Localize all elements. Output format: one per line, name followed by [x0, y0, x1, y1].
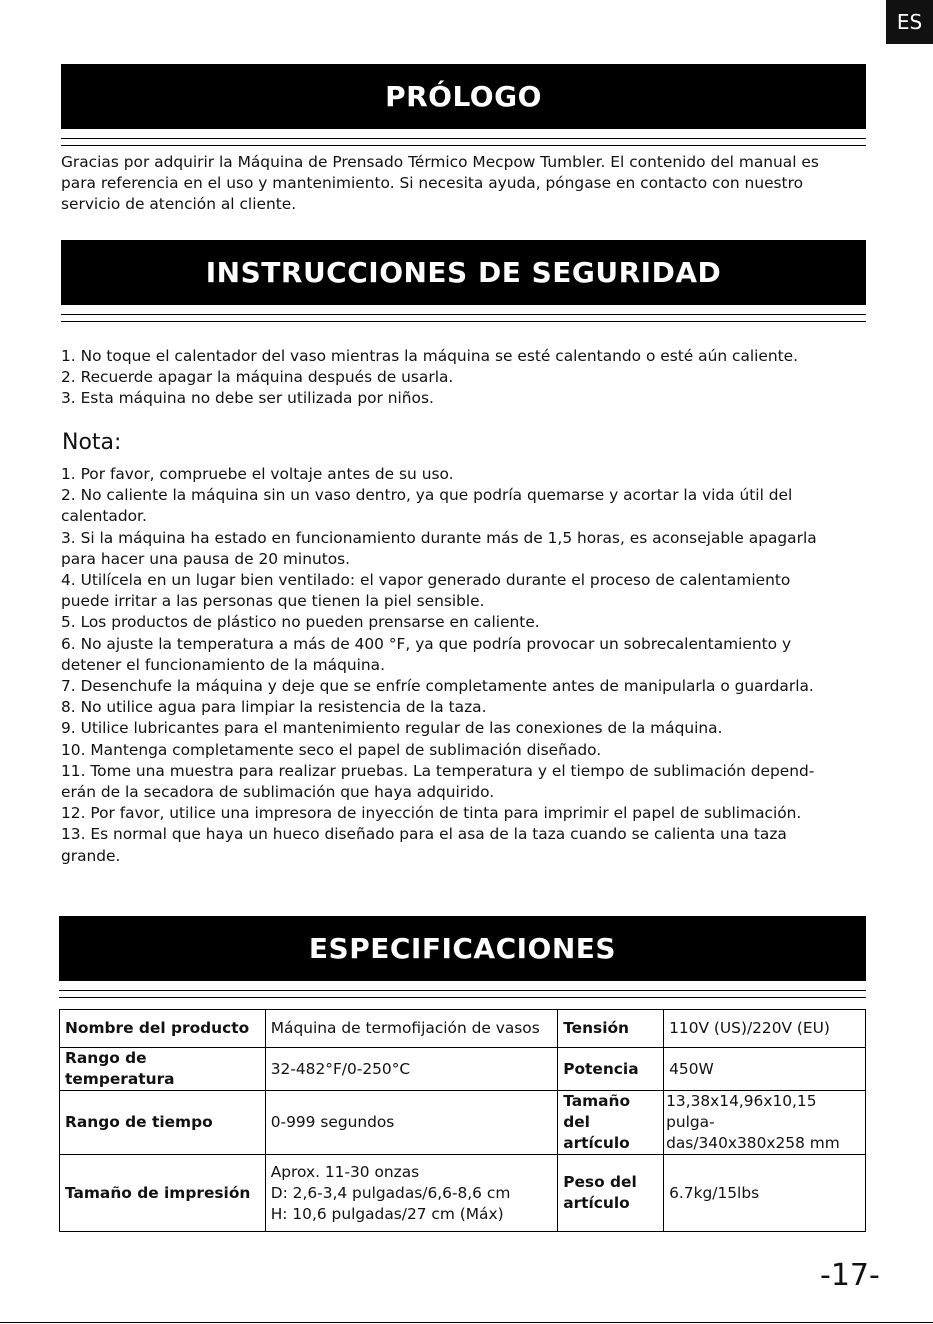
list-item: calentador. [61, 507, 147, 526]
list-item: 2. No caliente la máquina sin un vaso dentro, ya que podría quemarse y acortar la vida útil del [61, 486, 793, 505]
text-line: servicio de atención al cliente. [61, 195, 297, 214]
table-row [60, 1091, 866, 1155]
list-item: 12. Por favor, utilice una impresora de inyección de tinta para imprimir el papel de sublimación. [61, 804, 802, 823]
page-bottom-line [0, 1322, 933, 1323]
divider-line [61, 145, 866, 146]
list-item: 7. Desenchufe la máquina y deje que se enfríe completamente antes de manipularla o guardarla. [61, 677, 814, 696]
spec-key: Nombre del producto [60, 1010, 266, 1048]
list-item: grande. [61, 846, 121, 865]
spec-value-line: H: 10,6 pulgadas/27 cm (Máx) [270, 1204, 504, 1223]
page-number: -17- [820, 1258, 880, 1293]
note-list [61, 464, 891, 867]
spec-value: 0-999 segundos [265, 1091, 557, 1155]
spec-value-line: Aprox. 11-30 onzas [270, 1162, 420, 1181]
list-item: 5. Los productos de plástico no pueden prensarse en caliente. [61, 613, 540, 632]
divider-line [61, 321, 866, 322]
specs-heading: ESPECIFICACIONES [59, 916, 866, 981]
spec-value [664, 1091, 866, 1155]
list-item: 2. Recuerde apagar la máquina después de usarla. [61, 368, 454, 387]
list-item: 4. Utilícela en un lugar bien ventilado: el vapor generado durante el proceso de calentamiento [61, 571, 791, 590]
spec-key: Rango de temperatura [60, 1048, 266, 1091]
spec-value: Máquina de termofijación de vasos [265, 1010, 557, 1048]
list-item: 1. No toque el calentador del vaso mientras la máquina se esté calentando o esté aún caliente. [61, 347, 799, 365]
spec-value [265, 1155, 557, 1232]
prologue-heading: PRÓLOGO [61, 64, 866, 129]
list-item: 9. Utilice lubricantes para el mantenimiento regular de las conexiones de la máquina. [61, 719, 723, 738]
divider-line [61, 138, 866, 139]
spec-value: 6.7kg/15lbs [664, 1155, 866, 1232]
list-item: 6. No ajuste la temperatura a más de 400 °F, ya que podría provocar un sobrecalentamiento y [61, 634, 792, 653]
list-item: 10. Mantenga completamente seco el papel de sublimación diseñado. [61, 740, 602, 759]
list-item: 8. No utilice agua para limpiar la resistencia de la taza. [61, 698, 487, 717]
table-row [60, 1010, 866, 1048]
divider-line [61, 314, 866, 315]
safety-heading: INSTRUCCIONES DE SEGURIDAD [61, 240, 866, 305]
spec-value-line: D: 2,6-3,4 pulgadas/6,6-8,6 cm [270, 1183, 511, 1202]
spec-key: Rango de tiempo [60, 1091, 266, 1155]
table-row [60, 1155, 866, 1232]
spec-value: 110V (US)/220V (EU) [664, 1010, 866, 1048]
list-item: 13. Es normal que haya un hueco diseñado para el asa de la taza cuando se calienta una taza [61, 825, 787, 844]
spec-value: 32-482°F/0-250°C [265, 1048, 557, 1091]
spec-key-line: Tamaño [563, 1092, 631, 1110]
list-item: para hacer una pausa de 20 minutos. [61, 549, 351, 568]
language-tab: ES [886, 0, 933, 44]
spec-key-line: del artículo [563, 1113, 630, 1152]
spec-key-line: artículo [563, 1194, 630, 1212]
spec-key [558, 1155, 664, 1232]
note-title: Nota: [62, 430, 122, 455]
safety-list [61, 346, 891, 410]
text-line: Gracias por adquirir la Máquina de Prensado Térmico Mecpow Tumbler. El contenido del manual es [61, 153, 819, 171]
specs-table [59, 1009, 866, 1232]
list-item: 1. Por favor, compruebe el voltaje antes de su uso. [61, 465, 454, 483]
spec-key: Tamaño de impresión [60, 1155, 266, 1232]
divider-line [59, 997, 866, 998]
list-item: 3. Esta máquina no debe ser utilizada por niños. [61, 389, 434, 408]
spec-key: Potencia [558, 1048, 664, 1091]
spec-value-line: das/340x380x258 mm [666, 1134, 840, 1152]
list-item: puede irritar a las personas que tienen la piel sensible. [61, 592, 485, 611]
spec-key: Tensión [558, 1010, 664, 1048]
spec-value-line: 13,38x14,96x10,15 pulga- [666, 1092, 817, 1131]
list-item: 11. Tome una muestra para realizar pruebas. La temperatura y el tiempo de sublimación depend- [61, 761, 815, 780]
divider-line [59, 990, 866, 991]
list-item: detener el funcionamiento de la máquina. [61, 655, 385, 674]
list-item: 3. Si la máquina ha estado en funcionamiento durante más de 1,5 horas, es aconsejable apagarla [61, 528, 817, 547]
list-item: erán de la secadora de sublimación que haya adquirido. [61, 783, 495, 802]
spec-value: 450W [664, 1048, 866, 1091]
text-line: para referencia en el uso y mantenimiento. Si necesita ayuda, póngase en contacto con nuestro [61, 174, 803, 193]
spec-key [558, 1091, 664, 1155]
table-row [60, 1048, 866, 1091]
spec-key-line: Peso del [563, 1173, 637, 1191]
prologue-text [61, 152, 891, 216]
